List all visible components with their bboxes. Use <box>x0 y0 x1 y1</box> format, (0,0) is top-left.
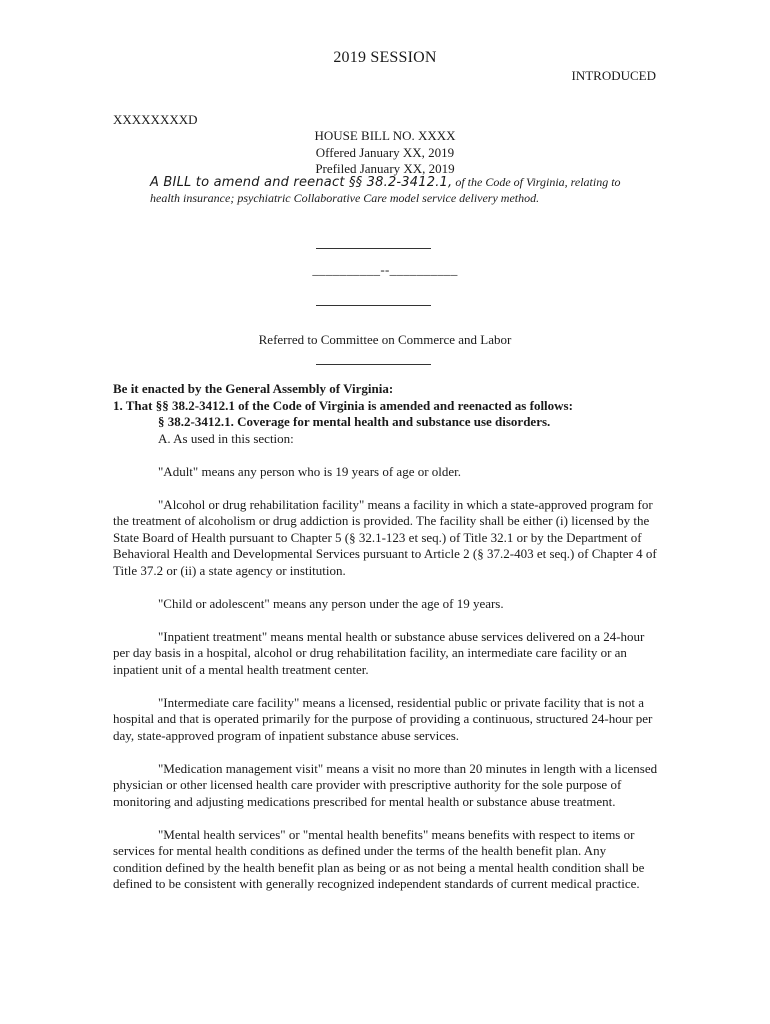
status-label: INTRODUCED <box>571 68 656 83</box>
offered-date: Offered January XX, 2019 <box>315 144 455 160</box>
definition-paragraph: "Medication management visit" means a visit no more than 20 minutes in length with a licensed physician or other licensed health care provider with prescriptive authority for the sole purpose of monitoring and adjusting medications prescribed for mental health or substance abuse treatment. <box>113 760 658 809</box>
bill-number: HOUSE BILL NO. XXXX <box>314 128 456 143</box>
separator-rule <box>316 364 431 365</box>
bill-header <box>0 128 770 178</box>
bill-title-lead: A BILL to amend and reenact §§ 38.2-3412.1, <box>150 175 453 190</box>
bill-body <box>113 381 658 893</box>
definition-paragraph: "Mental health services" or "mental health benefits" means benefits with respect to items or services for mental health conditions as defined under the terms of the health benefit plan. Any condition defined by the health benefit plan as being or as not being a mental health condition shall be defined to be consistent with generally recognized independent standards of current medical practice. <box>113 826 645 891</box>
committee-referral: Referred to Committee on Commerce and Labor <box>258 332 512 347</box>
enacting-clause: Be it enacted by the General Assembly of Virginia: <box>113 381 394 396</box>
bill-title <box>150 175 630 205</box>
section-1-clause: 1. That §§ 38.2-3412.1 of the Code of Virginia is amended and reenacted as follows: <box>113 397 573 413</box>
session-heading: 2019 SESSION <box>333 49 437 66</box>
prefiled-date: Prefiled January XX, 2019 <box>315 161 455 176</box>
lr-code: XXXXXXXXD <box>113 112 198 127</box>
separator-rule <box>316 305 431 306</box>
patron-line: __________--__________ <box>312 262 458 277</box>
definition-paragraph: "Inpatient treatment" means mental health or substance abuse services delivered on a 24-hour per day basis in a hospital, alcohol or drug rehabilitation facility, an intermediate care facility or an inpatient unit of a mental health treatment center. <box>113 628 645 677</box>
separator-rule <box>316 248 431 249</box>
section-heading: § 38.2-3412.1. Coverage for mental health and substance use disorders. <box>158 414 551 429</box>
definition-paragraph: "Alcohol or drug rehabilitation facility" means a facility in which a state-approved program for the treatment of alcoholism or drug addiction is provided. The facility shall be either (i) licensed by the State Board of Health pursuant to Chapter 5 (§ 32.1-123 et seq.) of Title 32.1 or by the Department of Behavioral Health and Developmental Services pursuant to Article 2 (§ 37.2-403 et seq.) of Chapter 4 of Title 37.2 or (ii) a state agency or institution. <box>113 496 657 578</box>
subsection-a: A. As used in this section: <box>158 430 294 446</box>
bill-title-rest: of the Code of Virginia, relating to health insurance; psychiatric Collaborative Care model service delivery method. <box>150 175 621 205</box>
definition-paragraph: "Child or adolescent" means any person under the age of 19 years. <box>158 595 504 611</box>
definition-paragraph: "Intermediate care facility" means a licensed, residential public or private facility that is not a hospital and that is operated primarily for the purpose of providing a continuous, structured 24-hour per day, state-approved program of inpatient substance abuse services. <box>113 694 653 743</box>
definition-paragraph: "Adult" means any person who is 19 years of age or older. <box>158 463 462 479</box>
